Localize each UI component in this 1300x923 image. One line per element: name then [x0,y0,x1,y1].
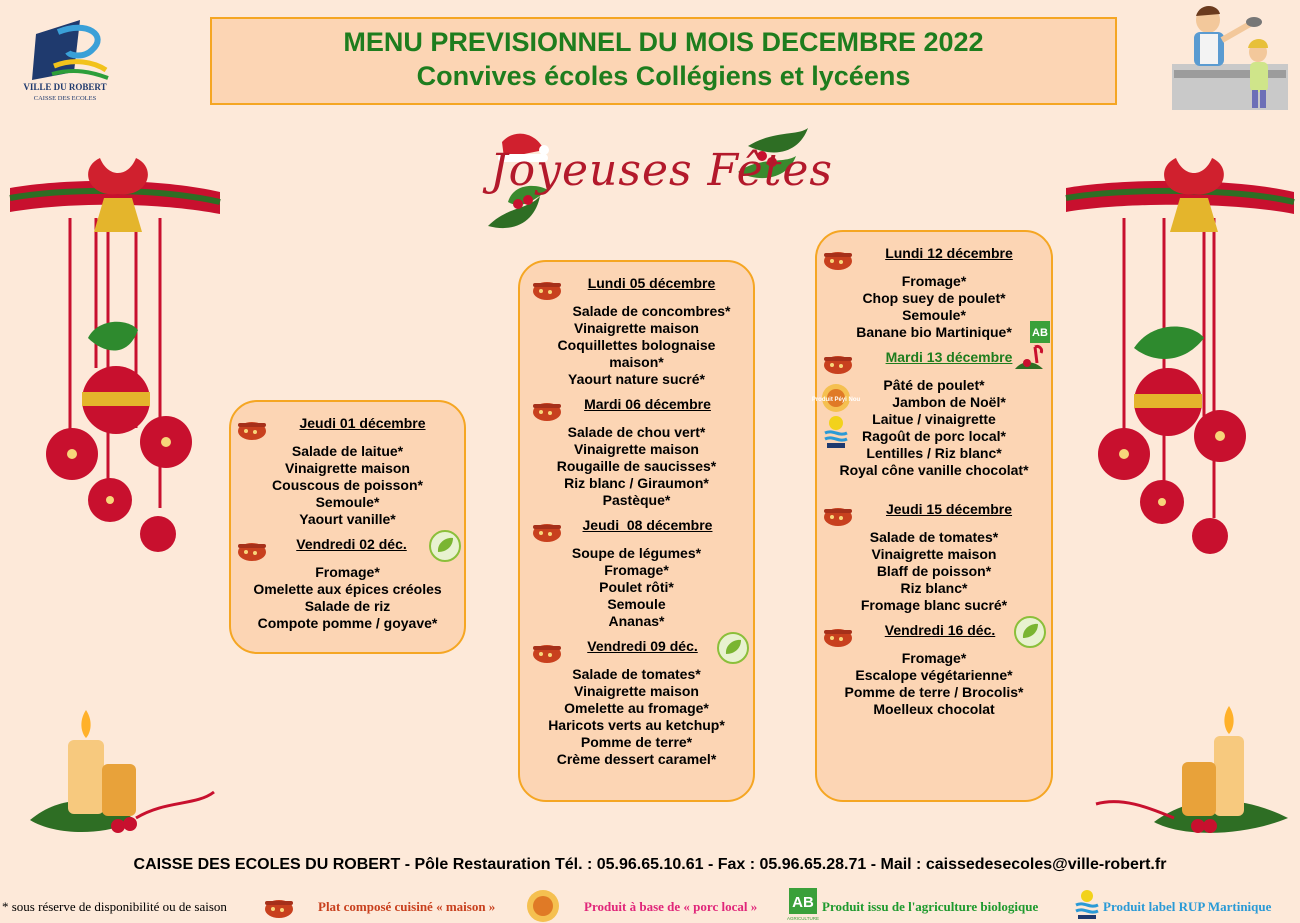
menu-day [520,638,753,768]
svg-text:AB: AB [792,894,814,911]
page-subtitle: Convives écoles Collégiens et lycéens [416,61,911,91]
menu-day [817,501,1051,614]
footer-contact: CAISSE DES ECOLES DU ROBERT - Pôle Restauration Tél. : 05.96.65.10.61 - Fax : 05.96.65.28.71 - Mail : caissedesecoles@ville-robert.fr [133,856,1167,873]
menu-item: Yaourt nature sucré* [568,371,705,387]
legend-bio: Produit issu de l'agriculture biologique [822,899,1039,914]
menu-item: Semoule [607,596,666,612]
legend-note: * sous réserve de disponibilité ou de saison [2,899,227,914]
menu-item: Jambon de Noël* [892,394,1006,410]
page-title: MENU PREVISIONNEL DU MOIS DECEMBRE 2022 [343,27,984,57]
logo-line1: VILLE DU ROBERT [23,82,107,92]
menu-item: Salade de laitue* [291,443,404,459]
menu-item: maison* [609,354,664,370]
day-title: Mardi 06 décembre [584,396,711,412]
menu-item: Vinaigrette maison [871,546,997,562]
porc-local-icon [811,383,861,413]
pot-icon [530,640,564,664]
day-title: Lundi 12 décembre [885,245,1013,261]
menu-item: Fromage* [604,562,669,578]
menu-item: Vinaigrette maison [573,320,699,336]
day-title: Vendredi 16 déc. [884,622,996,638]
menu-item: Riz blanc / Giraumon* [564,475,709,491]
menu-item: Moelleux chocolat [873,701,995,717]
organic-ab-icon [1030,321,1050,343]
menu-item: Couscous de poisson* [272,477,423,493]
christmas-holly-icon [1013,345,1049,373]
menu-column-3 [811,230,1053,802]
pot-icon [821,503,855,527]
menu-item: Chop suey de poulet* [862,290,1006,306]
menu-day [817,245,1051,341]
menu-day [520,517,753,630]
menu-item: Pastèque* [602,492,671,508]
menu-item: Omelette au fromage* [564,700,709,716]
menu-item: Vinaigrette maison [284,460,410,476]
menu-column-2 [518,260,755,802]
menu-item: Blaff de poisson* [876,563,992,579]
day-title: Jeudi 01 décembre [299,415,426,431]
pot-icon [530,277,564,301]
menu-item: Banane bio Martinique* [856,324,1012,340]
pot-icon [821,624,855,648]
logo-line2: CAISSE DES ECOLES [33,95,97,102]
menu-item: Ananas* [608,613,665,629]
menu-item: Fromage* [901,650,967,666]
menu-item: Poulet rôti* [599,579,674,595]
vegetarian-leaf-icon [1014,616,1046,648]
menu-item: Laitue / vinaigrette [872,411,996,427]
menu-column-1 [229,400,466,654]
day-title: Jeudi 15 décembre [885,501,1013,517]
menu-item: Crème dessert caramel* [556,751,717,767]
right-ornaments-decoration [1064,158,1296,558]
menu-item: Semoule* [902,307,966,323]
menu-day [520,396,753,509]
menu-item: Soupe de légumes* [571,545,702,561]
greeting-text: Joyeuses Fêtes [490,145,834,196]
left-ornaments-decoration [8,158,223,558]
pot-icon [530,398,564,422]
legend [0,893,1300,921]
menu-item: Escalope végétarienne* [855,667,1013,683]
menu-day [231,536,464,632]
menu-item: Lentilles / Riz blanc* [866,445,1002,461]
menu-item: Compote pomme / goyave* [257,615,438,631]
pot-icon [235,538,269,562]
left-candle-decoration [26,700,216,840]
menu-item: Pomme de terre* [580,734,693,750]
svg-text:AGRICULTURE: AGRICULTURE [787,916,819,921]
menu-item: Yaourt vanille* [299,511,396,527]
menu-item: Salade de riz [304,598,391,614]
menu-item: Royal cône vanille chocolat* [839,462,1029,478]
menu-day [520,275,753,388]
pot-icon [821,247,855,271]
menu-item: Salade de tomates* [869,529,999,545]
vegetarian-leaf-icon [717,632,749,664]
chef-illustration [1172,4,1288,110]
menu-item: Salade de tomates* [572,666,701,682]
menu-item: Omelette aux épices créoles [253,581,442,597]
menu-item: Salade de chou vert* [567,424,706,440]
header-title-box [210,17,1117,105]
menu-item: Vinaigrette maison [573,441,699,457]
menu-item: Pâté de poulet* [883,377,985,393]
legend-rup: Produit label RUP Martinique [1103,899,1272,914]
menu-item: Fromage blanc sucré* [860,597,1008,613]
menu-item: Fromage* [315,564,380,580]
day-title: Jeudi 08 décembre [582,517,713,533]
menu-item: Haricots verts au ketchup* [548,717,725,733]
day-title: Vendredi 02 déc. [296,536,407,552]
legend-maison: Plat composé cuisiné « maison » [318,899,496,914]
menu-item: Semoule* [315,494,380,510]
menu-item: Vinaigrette maison [573,683,699,699]
pot-icon [530,519,564,543]
day-title: Vendredi 09 déc. [587,638,698,654]
porc-local-icon [525,889,561,923]
rup-martinique-icon [823,415,849,449]
pot-icon [821,351,855,375]
ville-du-robert-logo [18,14,112,106]
menu-day [817,622,1051,718]
menu-item: Fromage* [901,273,967,289]
rup-martinique-icon [1074,889,1100,921]
pot-icon [262,895,296,919]
menu-day [811,349,1051,479]
day-title: Lundi 05 décembre [587,275,716,291]
menu-item: Salade de concombres* [572,303,731,319]
menu-day [231,415,464,528]
svg-text:Produit Péyi Nou: Produit Péyi Nou [811,397,861,403]
menu-item: Rougaille de saucisses* [556,458,717,474]
svg-text:AB: AB [1032,327,1048,339]
organic-ab-icon [788,887,818,921]
right-candle-decoration [1094,700,1290,840]
day-title: Mardi 13 décembre [885,349,1013,365]
menu-item: Pomme de terre / Brocolis* [844,684,1024,700]
menu-item: Coquillettes bolognaise [557,337,716,353]
pot-icon [235,417,269,441]
legend-porc: Produit à base de « porc local » [584,899,758,914]
menu-item: Riz blanc* [900,580,968,596]
menu-item: Ragoût de porc local* [862,428,1006,444]
vegetarian-leaf-icon [429,530,461,562]
